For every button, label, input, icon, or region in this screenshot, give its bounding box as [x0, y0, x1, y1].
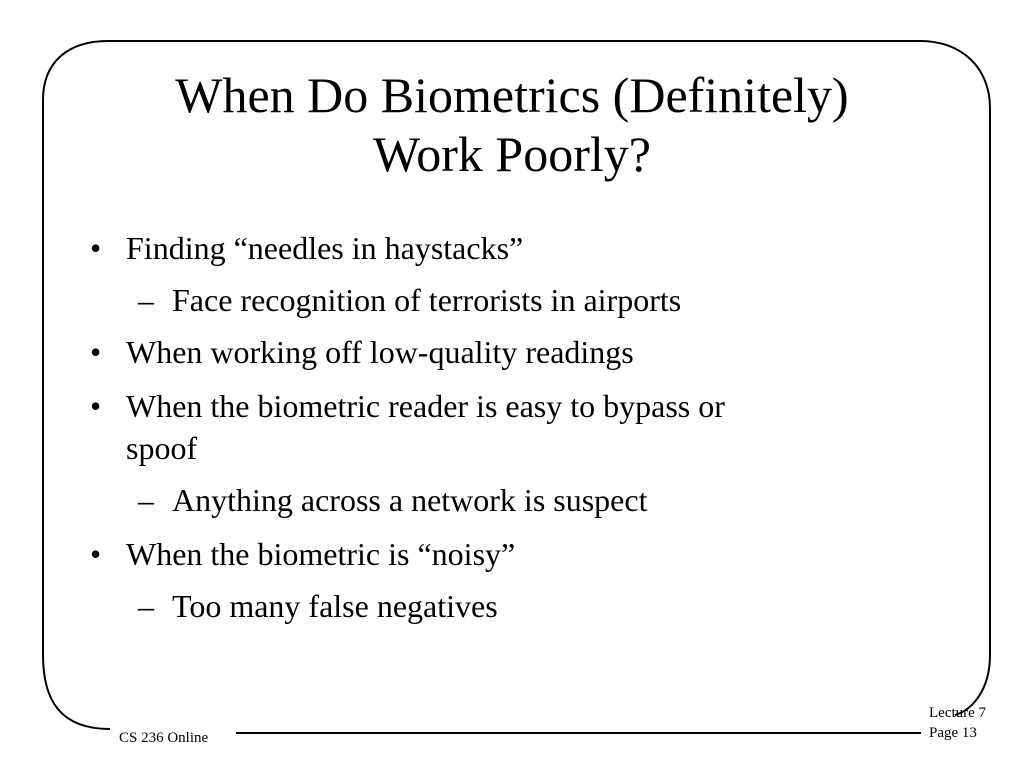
bullet-marker: • — [90, 536, 102, 572]
bullet-text: spoof — [126, 430, 198, 466]
sub-bullet-text: Face recognition of terrorists in airports — [172, 282, 682, 318]
sub-bullet-marker: – — [138, 588, 154, 624]
bullet-item — [90, 226, 524, 270]
sub-bullet-item — [138, 478, 648, 522]
bullet-marker: • — [90, 230, 102, 266]
footer-page-info — [929, 703, 986, 743]
bullet-item — [90, 384, 725, 428]
bullet-continuation — [126, 426, 197, 470]
bullet-item — [90, 330, 634, 374]
sub-bullet-item — [138, 584, 498, 628]
bullet-item — [90, 532, 516, 576]
footer-lecture: Lecture 7 — [929, 705, 987, 721]
bullet-marker: • — [90, 388, 102, 424]
sub-bullet-item — [138, 278, 682, 322]
sub-bullet-marker: – — [138, 482, 154, 518]
bullet-text: When the biometric reader is easy to bypass or — [126, 388, 725, 424]
sub-bullet-text: Anything across a network is suspect — [172, 482, 648, 518]
bullet-text: Finding “needles in haystacks” — [126, 230, 524, 266]
sub-bullet-text: Too many false negatives — [172, 588, 498, 624]
bullet-marker: • — [90, 334, 102, 370]
title-line-2: Work Poorly? — [373, 126, 651, 182]
footer-page: Page 13 — [929, 725, 977, 741]
sub-bullet-marker: – — [138, 282, 154, 318]
title-line-1: When Do Biometrics (Definitely) — [175, 67, 849, 123]
bullet-text: When the biometric is “noisy” — [126, 536, 516, 572]
bullet-text: When working off low-quality readings — [126, 334, 634, 370]
footer-course: CS 236 Online — [119, 730, 209, 746]
